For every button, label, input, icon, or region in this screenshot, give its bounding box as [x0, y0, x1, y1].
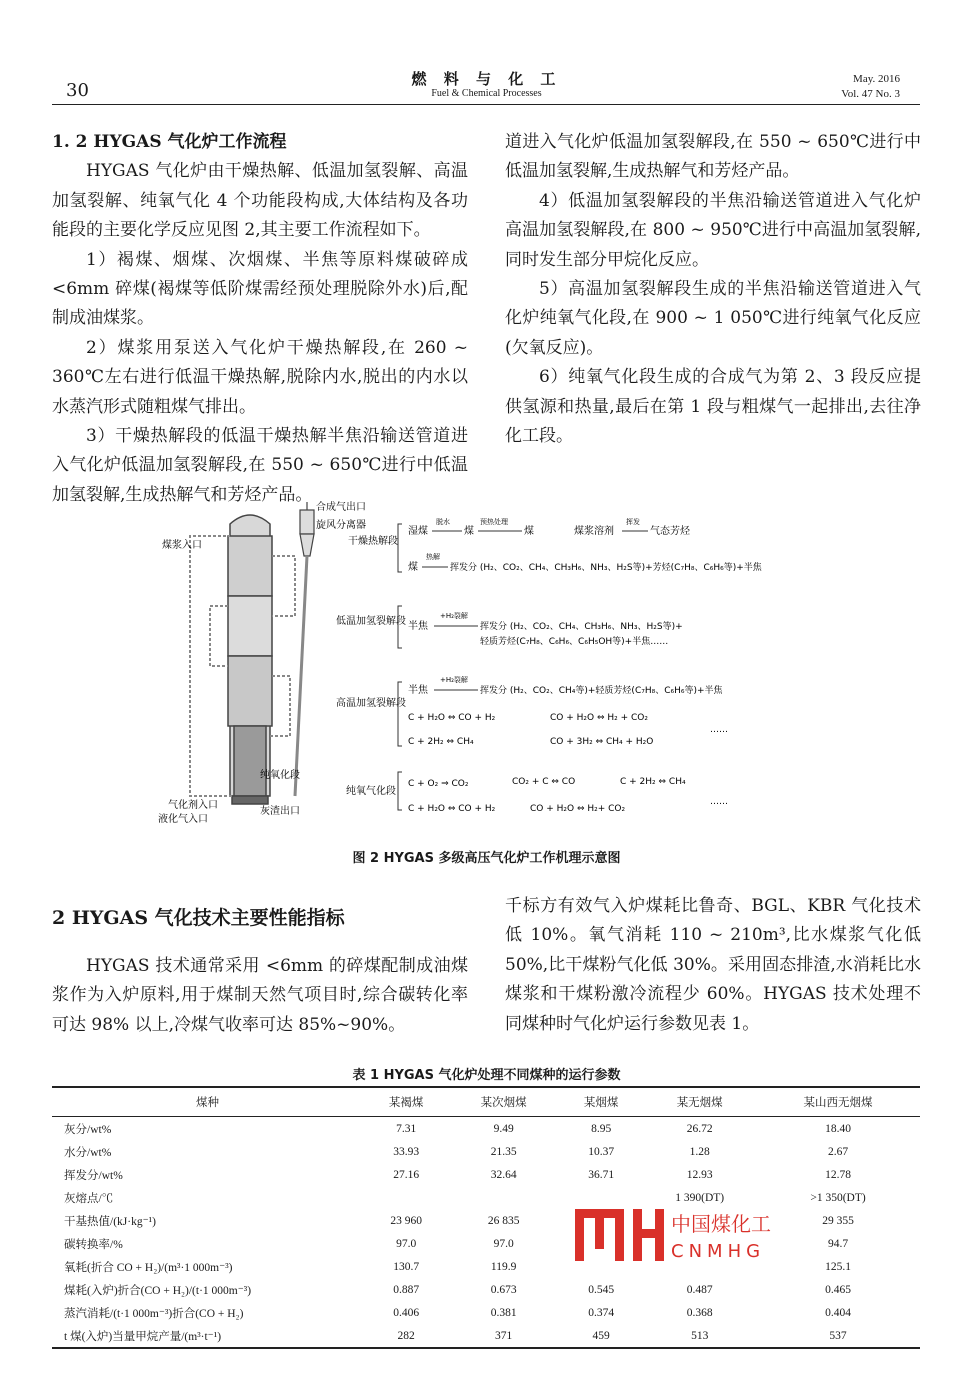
journal-title: 燃 料 与 化 工: [411, 70, 562, 88]
table-row: [52, 1255, 920, 1278]
reactor-vessel: [228, 515, 272, 804]
rx-oxy-r3: C + 2H₂ ⇔ CH₄: [620, 777, 686, 787]
table-cell: 0.406: [393, 1306, 420, 1319]
paragraph: 2）煤浆用泵送入气化炉干燥热解段,在 260 ~ 360℃左右进行低温干燥热解,脱除内水,脱出的内水以水蒸汽形式随粗煤气排出。: [52, 337, 468, 417]
table-row: [52, 1324, 920, 1348]
stage-brackets: [398, 524, 402, 810]
table-cell: 130.7: [393, 1260, 420, 1273]
table-cell: 12.78: [825, 1168, 851, 1181]
row-label: 干基热值/(kJ·kg⁻¹): [64, 1215, 156, 1228]
table-cell: 21.35: [490, 1145, 517, 1158]
parameters-table: [52, 1086, 920, 1349]
table-cell: 0.673: [490, 1283, 517, 1296]
cyclone-separator: [295, 502, 314, 796]
table-cell: 12.93: [686, 1168, 713, 1181]
stage-oxy-gas: 纯氧气化段: [346, 786, 396, 797]
column-header: 某山西无烟煤: [756, 1087, 920, 1117]
rx-high-r2: CO + H₂O ⇔ H₂ + CO₂: [550, 713, 648, 723]
table-cell: 36.71: [588, 1168, 615, 1181]
rx-dry1-a: 湿煤: [408, 526, 428, 537]
paragraph: HYGAS 气化炉由干燥热解、低温加氢裂解、高温加氢裂解、纯氧气化 4 个功能段构成,大体结构及各功能段的主要化学反应见图 2,其主要工作流程如下。: [52, 161, 468, 241]
section-2-left: [52, 952, 468, 1040]
rx-low-arrow: +H₂裂解: [440, 612, 468, 620]
row-label: 碳转换率/%: [64, 1238, 123, 1251]
table-cell: 0.887: [393, 1283, 420, 1296]
table-header-row: [52, 1087, 920, 1117]
column-header: 某烟煤: [559, 1087, 643, 1117]
table-cell: 0.404: [825, 1306, 851, 1319]
issue-info: [820, 72, 900, 102]
row-label: 挥发分/wt%: [64, 1169, 123, 1182]
rx-dry2-b: 挥发分 (H₂、CO₂、CH₄、CH₃H₆、NH₃、H₂S等)+芳烃(C₇H₈、C₆H₆等)+半焦: [450, 563, 762, 573]
rx-dry1-arrow2: 预热处理: [480, 518, 508, 526]
table-cell: 282: [364, 1324, 448, 1348]
row-label: 蒸汽消耗/(t·1 000m⁻³)折合(CO + H₂): [64, 1307, 244, 1320]
row-label: t 煤(入炉)当量甲烷产量/(m³·t⁻¹): [52, 1324, 364, 1348]
logo-mark: [575, 1205, 780, 1265]
table-cell: 32.64: [490, 1168, 517, 1181]
table-row: [52, 1209, 920, 1232]
rx-oxy-r5: CO + H₂O ⇔ H₂+ CO₂: [530, 804, 626, 814]
table-cell: 0.374: [588, 1306, 615, 1319]
table-cell: 119.9: [490, 1260, 517, 1273]
table-cell: 513: [643, 1324, 756, 1348]
table-cell: 97.0: [493, 1237, 514, 1250]
rx-oxy-r4: C + H₂O ⇔ CO + H₂: [408, 804, 496, 814]
rx-dry1-arrow3: 挥发: [626, 518, 640, 526]
paragraph: HYGAS 技术通常采用 <6mm 的碎煤配制成油煤浆作为入炉原料,用于煤制天然气项目时,综合碳转化率可达 98% 以上,冷煤气收率可达 85%~90%。: [52, 956, 468, 1035]
table-cell: 94.7: [827, 1237, 849, 1250]
table-row: [52, 1301, 920, 1324]
table-row: [52, 1140, 920, 1163]
label-syngas-out: 合成气出口: [316, 502, 366, 513]
section-heading: 2 HYGAS 气化技术主要性能指标: [52, 907, 345, 929]
journal-title-en: Fuel & Chemical Processes: [431, 88, 542, 99]
table-cell: 97.0: [396, 1237, 417, 1250]
table-row: [52, 1163, 920, 1186]
row-label: 灰分/wt%: [64, 1123, 112, 1136]
table-cell: 27.16: [393, 1168, 420, 1181]
row-label: 氧耗(折合 CO + H₂)/(m³·1 000m⁻³): [64, 1261, 233, 1274]
watermark-logo: [575, 1205, 780, 1265]
rx-dry1-b: 煤: [464, 526, 474, 537]
rx-high-a: 半焦: [408, 685, 428, 696]
paragraph: 5）高温加氢裂解段生成的半焦沿输送管道进入气化炉纯氧气化段,在 900 ~ 1 050℃进行纯氧气化反应(欠氧反应)。: [505, 279, 921, 358]
rx-oxy-dots: ……: [710, 797, 728, 807]
table-cell: 23 960: [390, 1214, 422, 1227]
table-cell: [448, 1186, 559, 1209]
logo-brand-cn: 中国煤化工: [671, 1212, 771, 1236]
table-cell: 0.465: [825, 1283, 851, 1296]
rx-high-dots: ……: [710, 725, 728, 735]
section-2-right: [505, 892, 921, 1039]
table-cell: 1.28: [689, 1145, 710, 1158]
label-gasifier-in: 气化剂入口: [168, 800, 218, 811]
table-row: [52, 1232, 920, 1255]
table-cell: 125.1: [825, 1260, 851, 1273]
table-cell: 9.49: [493, 1122, 514, 1135]
rx-dry1-d: 煤浆溶剂: [574, 526, 614, 537]
table-row: [52, 1278, 920, 1301]
stage-low-temp: 低温加氢裂解段: [336, 616, 406, 627]
table-cell: 459: [559, 1324, 643, 1348]
page-number: 30: [66, 80, 89, 101]
table-cell: 0.368: [686, 1306, 713, 1319]
issue-date: May. 2016: [853, 73, 900, 85]
figure-caption: 图 2 HYGAS 多级高压气化炉工作机理示意图: [352, 851, 621, 866]
label-oxy-stage: 纯氧化段: [260, 770, 300, 781]
table-cell: >1 350(DT): [810, 1191, 866, 1204]
table-cell: 33.93: [393, 1145, 420, 1158]
table-caption: 表 1 HYGAS 气化炉处理不同煤种的运行参数: [352, 1068, 621, 1083]
label-slurry-in: 煤浆入口: [162, 540, 202, 551]
table-cell: 18.40: [825, 1122, 851, 1135]
section-heading: 1. 2 HYGAS 气化炉工作流程: [52, 132, 287, 152]
rx-dry1-arrow1: 脱水: [436, 518, 450, 526]
table-cell: 10.37: [588, 1145, 615, 1158]
label-ash-out: 灰渣出口: [260, 806, 300, 817]
rx-low-a: 半焦: [408, 621, 428, 632]
rx-oxy-r1: C + O₂ ⇒ CO₂: [408, 779, 469, 789]
table-cell: 371: [448, 1324, 559, 1348]
paragraph: 6）纯氧气化段生成的合成气为第 2、3 段反应提供氢源和热量,最后在第 1 段与粗煤气一起排出,去往净化工段。: [505, 367, 921, 447]
rx-dry2-arrow: 热解: [426, 553, 440, 561]
rx-high-b: 挥发分 (H₂、CO₂、CH₄等)+轻质芳烃(C₇H₈、C₆H₆等)+半焦: [480, 686, 723, 696]
gasifier-diagram: [150, 496, 830, 836]
table-cell: 7.31: [396, 1122, 417, 1135]
column-header: 某褐煤: [364, 1087, 448, 1117]
paragraph-continuation: 道进入气化炉低温加氢裂解段,在 550 ~ 650℃进行中低温加氢裂解,生成热解气和芳烃产品。: [505, 132, 921, 182]
row-label: 水分/wt%: [64, 1146, 112, 1159]
label-lng-in: 液化气入口: [158, 814, 208, 825]
column-header: 某次烟煤: [448, 1087, 559, 1117]
rx-low-c: 轻质芳烃(C₇H₈、C₆H₆、C₆H₅OH等)+半焦……: [480, 637, 669, 647]
table-cell: 1 390(DT): [675, 1191, 725, 1204]
rx-high-arrow: +H₂裂解: [440, 676, 468, 684]
stage-high-temp: 高温加氢裂解段: [336, 698, 406, 709]
table-cell: 0.487: [686, 1283, 713, 1296]
table-row: [52, 1186, 920, 1209]
table-row: [52, 1117, 920, 1141]
rx-oxy-r2: CO₂ + C ⇔ CO: [512, 777, 576, 787]
table-cell: 8.95: [591, 1122, 612, 1135]
paragraph: 千标方有效气入炉煤耗比鲁奇、BGL、KBR 气化技术低 10%。氧气消耗 110 ~ 210m³,比水煤浆气化低 50%,比干煤粉气化低 30%。采用固态排渣,水消耗比水煤浆和干煤粉激冷流程少 60%。HYGAS 技术处理不同煤种时气化炉运行参数见表 1。: [505, 896, 921, 1034]
rx-dry1-e: 气态芳烃: [650, 526, 690, 537]
header-rule: [52, 104, 920, 105]
table-cell: 537: [756, 1324, 920, 1348]
rx-high-r1: C + H₂O ⇔ CO + H₂: [408, 713, 496, 723]
label-cyclone: 旋风分离器: [316, 520, 366, 531]
row-label: 煤耗(入炉)折合(CO + H₂)/(t·1 000m⁻³): [64, 1284, 252, 1297]
table-cell: 2.67: [827, 1145, 849, 1158]
row-label: 灰熔点/℃: [64, 1192, 114, 1205]
table-cell: 26 835: [487, 1214, 520, 1227]
rx-low-b: 挥发分 (H₂、CO₂、CH₄、CH₃H₆、NH₃、H₂S等)+: [480, 622, 683, 632]
table-cell: 0.545: [588, 1283, 615, 1296]
left-column: [52, 128, 468, 510]
table-cell: 29 355: [822, 1214, 854, 1227]
column-header: 煤种: [52, 1087, 364, 1117]
paragraph: 4）低温加氢裂解段的半焦沿输送管道进入气化炉高温加氢裂解段,在 800 ~ 950℃进行中高温加氢裂解,同时发生部分甲烷化反应。: [505, 190, 921, 270]
logo-brand-en: CNMHG: [671, 1241, 766, 1262]
table-cell: 0.381: [490, 1306, 517, 1319]
rx-dry1-c: 煤: [524, 526, 534, 537]
paragraph: 1）褐煤、烟煤、次烟煤、半焦等原料煤破碎成 <6mm 碎煤(褐煤等低阶煤需经预处理脱除外水)后,配制成油煤浆。: [52, 249, 468, 329]
table-cell: 26.72: [686, 1122, 713, 1135]
right-column: [505, 128, 921, 451]
table-cell: [364, 1186, 448, 1209]
rx-dry2-a: 煤: [408, 562, 418, 573]
issue-volume: Vol. 47 No. 3: [841, 88, 900, 100]
rx-high-r3: C + 2H₂ ⇔ CH₄: [408, 737, 474, 747]
paragraph: 3）干燥热解段的低温干燥热解半焦沿输送管道进入气化炉低温加氢裂解段,在 550 ~ 650℃进行中低温加氢裂解,生成热解气和芳烃产品。: [52, 426, 468, 505]
rx-high-r4: CO + 3H₂ ⇔ CH₄ + H₂O: [550, 737, 654, 747]
stage-dry-pyro: 干燥热解段: [348, 536, 398, 547]
column-header: 某无烟煤: [643, 1087, 756, 1117]
